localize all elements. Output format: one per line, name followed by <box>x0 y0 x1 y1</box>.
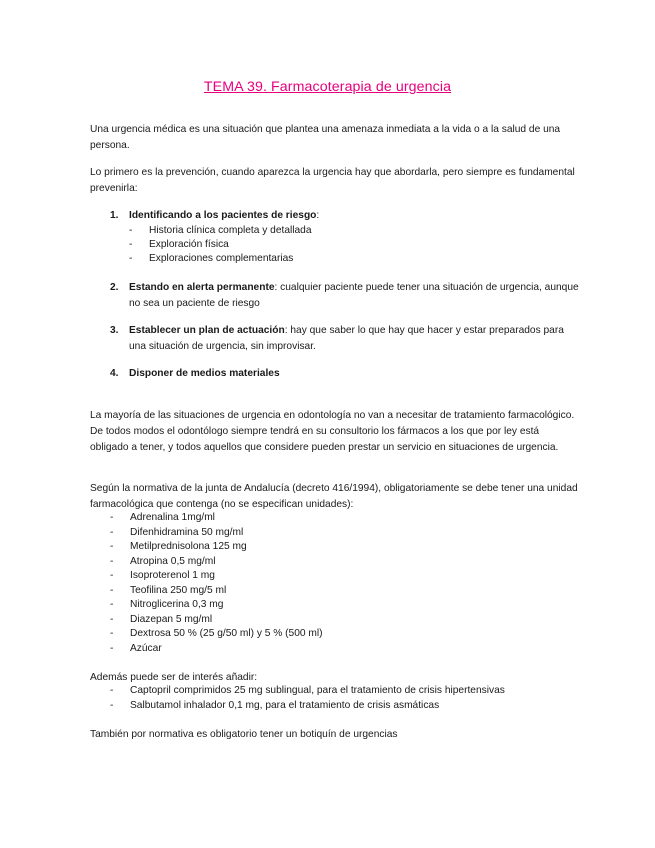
drug-name: Adrenalina 1mg/ml <box>130 512 215 523</box>
dash-bullet: - <box>129 253 133 264</box>
dash-bullet: - <box>110 512 114 523</box>
drug-name: Teofilina 250 mg/5 ml <box>130 584 227 596</box>
dash-bullet: - <box>110 699 114 711</box>
step-heading: Estando en alerta permanente <box>129 282 275 293</box>
step-heading: Establecer un plan de actuación <box>129 325 285 336</box>
step-item <box>110 323 580 355</box>
drug-name: Metilprednisolona 125 mg <box>130 541 247 552</box>
sub-list-text: Exploraciones complementarias <box>149 253 294 264</box>
drug-name: Diazepan 5 mg/ml <box>130 613 213 625</box>
drug-name: Dextrosa 50 % (25 g/50 ml) y 5 % (500 ml) <box>130 628 323 639</box>
drug-name: Azúcar <box>130 642 162 654</box>
dash-bullet: - <box>110 628 114 639</box>
step-number: 2. <box>110 282 119 293</box>
intro-paragraph: Una urgencia médica es una situación que plantea una amenaza inmediata a la vida o a la salud de una persona. <box>90 124 561 151</box>
dash-bullet: - <box>129 239 133 250</box>
step-item <box>110 280 580 312</box>
step-number: 1. <box>110 210 119 221</box>
kit-paragraph: También por normativa es obligatorio tener un botiquín de urgencias <box>90 729 398 740</box>
dash-bullet: - <box>110 642 114 654</box>
page-title: TEMA 39. Farmacoterapia de urgencia <box>203 79 452 95</box>
step-text: : hay que saber lo que hay que hacer y estar preparados para una situación de urgencia, sin improvisar. <box>129 325 564 352</box>
dash-bullet: - <box>110 555 114 567</box>
dash-bullet: - <box>110 599 114 610</box>
majority-paragraph: La mayoría de las situaciones de urgencia en odontología no van a necesitar de tratamiento farmacológico. De todos modos el odontólogo siempre tendrá en su consultorio los fármacos a los que por ley está obligado a tener, y todos aquellos que considere pueden prestar un servicio en situaciones de urgencia. <box>90 410 575 453</box>
dash-bullet: - <box>129 225 133 236</box>
dash-bullet: - <box>110 526 114 538</box>
drug-name: Atropina 0,5 mg/ml <box>130 555 216 567</box>
drug-name: Isoproterenol 1 mg <box>130 570 215 581</box>
step-heading: Disponer de medios materiales <box>129 368 280 379</box>
also-intro-paragraph: Además puede ser de interés añadir: <box>90 672 258 683</box>
step-text: : cualquier paciente puede tener una situación de urgencia, aunque no sea un paciente de riesgo <box>129 282 579 309</box>
drug-name: Difenhidramina 50 mg/ml <box>130 526 244 538</box>
step-item <box>110 366 580 382</box>
regulation-paragraph: Según la normativa de la junta de Andalucía (decreto 416/1994), obligatoriamente se debe tener una unidad farmacológica que contenga (no se especifican unidades): <box>90 483 578 510</box>
dash-bullet: - <box>110 685 114 696</box>
dash-bullet: - <box>110 613 114 625</box>
step-item <box>110 208 580 224</box>
step-heading: Identificando a los pacientes de riesgo <box>129 210 317 221</box>
step-number: 4. <box>110 368 119 379</box>
dash-bullet: - <box>110 541 114 552</box>
step-number: 3. <box>110 325 119 336</box>
dash-bullet: - <box>110 584 114 596</box>
sub-list-text: Historia clínica completa y detallada <box>149 225 312 236</box>
drug-name: Nitroglicerina 0,3 mg <box>130 599 224 610</box>
prevention-paragraph: Lo primero es la prevención, cuando aparezca la urgencia hay que abordarla, pero siempre es fundamental prevenirla: <box>90 167 575 194</box>
sub-list-text: Exploración física <box>149 239 229 250</box>
optional-drug-text: Salbutamol inhalador 0,1 mg, para el tratamiento de crisis asmáticas <box>130 699 440 711</box>
optional-drug-text: Captopril comprimidos 25 mg sublingual, para el tratamiento de crisis hipertensivas <box>130 685 505 696</box>
step-text: : <box>316 210 320 221</box>
dash-bullet: - <box>110 570 114 581</box>
